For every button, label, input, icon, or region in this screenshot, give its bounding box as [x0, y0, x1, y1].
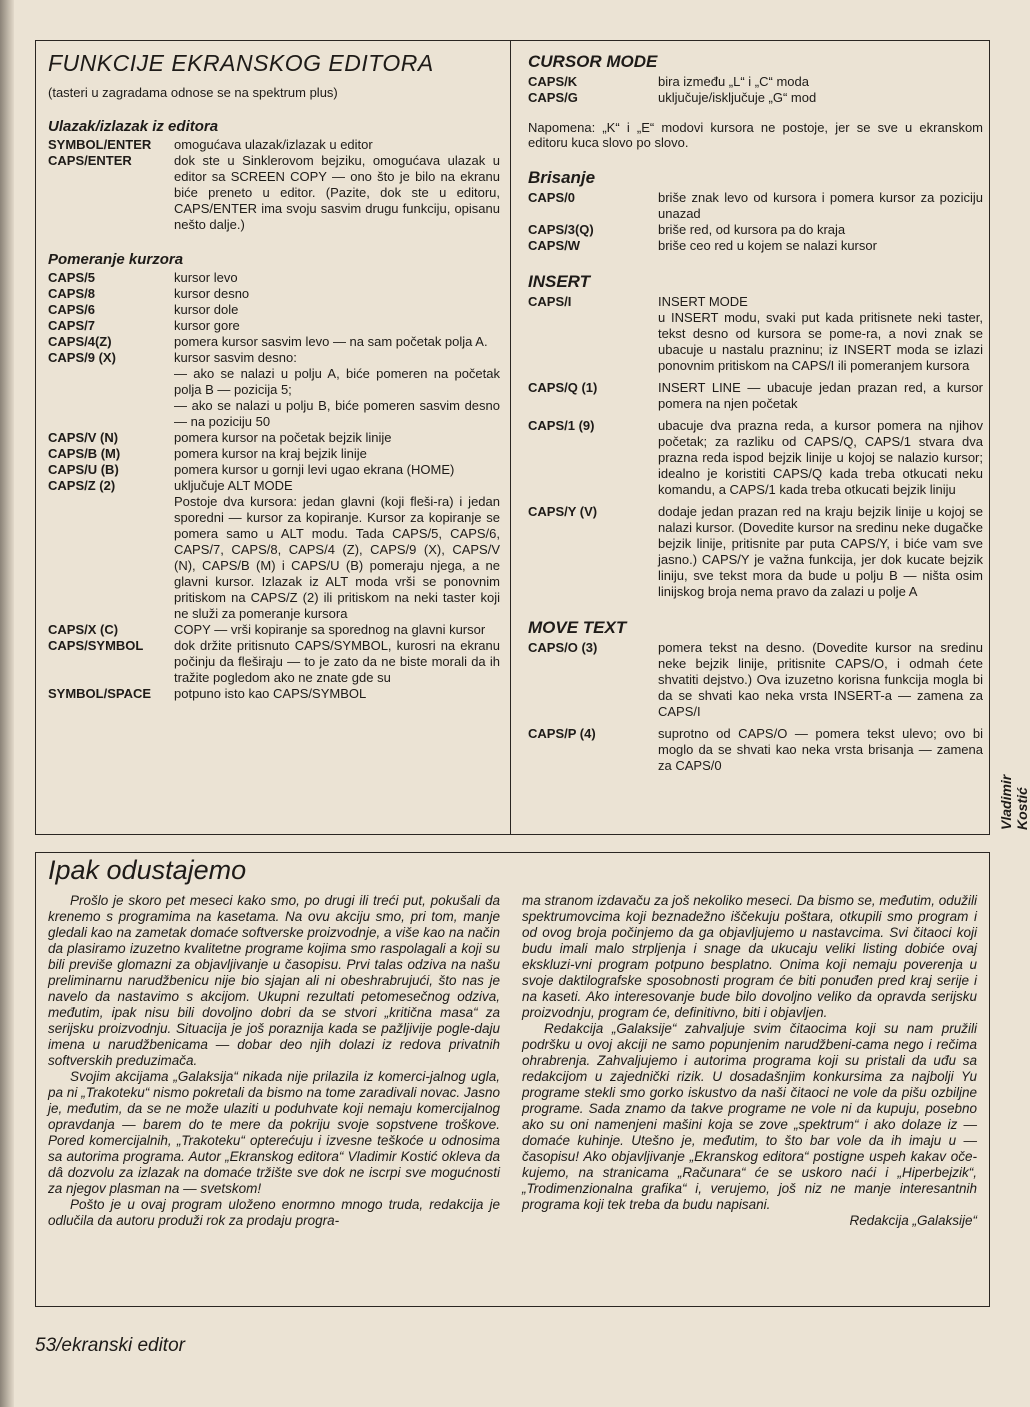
command-description [658, 640, 983, 720]
article-signature: Redakcija „Galaksije“ [849, 1213, 977, 1228]
article-paragraph: ma stranom izdavaču za još nekoliko meseci. Da bismo se, međutim, odužili spektrumovcima koji beznadežno iščekuju poštara, otkupili smo program i od ovog broja počinjemo da ga objavljujemo u nastavcima. Svi čitaoci koji budu imali malo strpljenja i snage da ukucaju veliki listing dobiće ovaj ekskluzi-vni program potpuno besplatno. Onima koji nemaju poverenja u svoje daktilografske sposobnosti program će biti ponuđen pred kraj serije i na kaseti. Ako interesovanje bude bilo dovoljno veliko da opravda serijsku proizvodnju, program će, definitivno, biti i objavljen. [522, 893, 977, 1020]
command-key: CAPS/W [528, 238, 580, 253]
command-description [658, 90, 983, 106]
command-description [174, 430, 500, 446]
command-row [48, 270, 500, 286]
command-description [174, 302, 500, 318]
description-line: kursor dole [174, 302, 239, 317]
description-line: pomera tekst na desno. (Dovedite kursor na sredinu neke bejzik linije, pritisnite CAPS/O, i odmah ćete shvatiti dejstvo.) Ova izuzetno korisna funkcija mogla bi da se shvati kao neka vrsta INSERT-a — zamena za CAPS/I [658, 640, 983, 719]
command-row [48, 430, 500, 446]
command-key: CAPS/P (4) [528, 726, 596, 741]
command-description [658, 190, 983, 222]
command-key: CAPS/U (B) [48, 462, 119, 477]
command-row [528, 504, 983, 600]
command-description [174, 478, 500, 622]
cursor-mode-heading: CURSOR MODE [528, 52, 658, 71]
right-column [528, 52, 983, 774]
description-line: pomera kursor na početak bejzik linije [174, 430, 392, 445]
command-description [174, 318, 500, 334]
command-description [658, 74, 983, 90]
command-description [658, 380, 983, 412]
napomena: Napomena: „K“ i „E“ modovi kursora ne postoje, jer se sve u ekranskom editoru kuca slovo po slovo. [528, 120, 983, 150]
command-row [528, 190, 983, 222]
article-paragraph: Redakcija „Galaksije“ zahvaljuje svim čitaocima koji su nam pružili podršku u ovoj akciji ne samo popunjenim narudžbeni-cama nego i rečima ohrabrenja. Zahvaljujemo i autorima programa koji su pristali da uđu sa redakcijom u zajednički rizik. U dosadašnjim konkursima za najbolji Yu programe stekli smo gorko iskustvo da naši čitaoci ne vole da pišu ozbiljne programe. Sada znamo da takve programe ne vole ni da kupuju, posebno ako su oni namenjeni mašini koja se zove „spektrum“ i ako dolaze iz — domaće kuhinje. Utešno je, međutim, to što bar vole da ih imaju u — časopisu! Ako objavljivanje „Ekranskog editora“ postigne uspeh kakav oče-kujemo, na stranicama „Računara“ će se uskoro naći i „Hiperbejzik“, „Trodimenzionalna grafika“ i, verujemo, još niz ne manje interesantnih programa koji tek treba da budu napisani. [522, 1021, 977, 1212]
article-right-column [522, 893, 977, 1229]
command-row [48, 286, 500, 302]
command-key: CAPS/0 [528, 190, 575, 205]
command-key: CAPS/Y (V) [528, 504, 598, 519]
page-spine [0, 0, 14, 1407]
command-description [174, 137, 500, 153]
command-row [48, 638, 500, 686]
command-description [174, 153, 500, 233]
description-line: uključuje/isključuje „G“ mod [658, 90, 817, 105]
description-line: bira između „L“ i „C“ moda [658, 74, 809, 89]
command-key: CAPS/ENTER [48, 153, 132, 168]
command-key: CAPS/B (M) [48, 446, 121, 461]
command-row [528, 294, 983, 374]
description-line: briše znak levo od kursora i pomera kursor za poziciju unazad [658, 190, 983, 221]
description-line: INSERT MODE [658, 294, 748, 309]
command-row [528, 222, 983, 238]
command-description [174, 638, 500, 686]
command-key: CAPS/8 [48, 286, 95, 301]
command-description [174, 622, 500, 638]
command-row [48, 137, 500, 153]
subtitle: (tasteri u zagradama odnose se na spektrum plus) [48, 85, 338, 100]
command-key: CAPS/K [528, 74, 578, 89]
command-row [48, 318, 500, 334]
section-heading: Ulazak/izlazak iz editora [48, 118, 219, 135]
command-row [48, 302, 500, 318]
command-description [174, 286, 500, 302]
description-line: briše ceo red u kojem se nalazi kursor [658, 238, 877, 253]
command-key: CAPS/Z (2) [48, 478, 116, 493]
command-key: CAPS/5 [48, 270, 95, 285]
command-description [658, 222, 983, 238]
command-key: SYMBOL/SPACE [48, 686, 152, 701]
brisanje-heading: Brisanje [528, 168, 596, 187]
command-key: CAPS/SYMBOL [48, 638, 144, 653]
command-description [174, 334, 500, 350]
command-row [48, 462, 500, 478]
command-description [658, 418, 983, 498]
command-description [174, 350, 500, 430]
description-line: — ako se nalazi u polju B, biće pomeren sasvim desno — na poziciju 50 [174, 398, 500, 429]
description-line: pomera kursor na kraj bejzik linije [174, 446, 367, 461]
command-key: CAPS/X (C) [48, 622, 119, 637]
description-line: kursor levo [174, 270, 238, 285]
command-key: CAPS/O (3) [528, 640, 598, 655]
article-paragraph: Svojim akcijama „Galaksija“ nikada nije prilazila iz komerci-jalnog ugla, pa ni „Trakoteku“ nismo pokretali da bismo na tome zaradivali novac. Jasno je, međutim, da se ne može ulaziti u poduhvate koji nemaju komercijalnog opravdanja — barem do te mere da pokriju svoje sopstvene troškove. Pored komercijalnih, „Trakoteku“ opterećuju i izvesne teškoće u odnosima sa autorima programa. Autor „Ekranskog editora“ Vladimir Kostić okleva da dâ dozvolu za izlazak na domaće tržište sve dok ne iscrpi sve mogućnosti za njegov plasman na — svetskom! [48, 1069, 500, 1196]
left-column [48, 50, 500, 702]
command-row [528, 90, 983, 106]
command-key: CAPS/7 [48, 318, 95, 333]
command-key: SYMBOL/ENTER [48, 137, 152, 152]
insert-commands [528, 294, 983, 600]
command-description [174, 462, 500, 478]
command-row [48, 153, 500, 233]
command-row [528, 380, 983, 412]
command-key: CAPS/V (N) [48, 430, 119, 445]
left-sections [48, 118, 500, 702]
description-line: kursor desno [174, 286, 250, 301]
description-line: u INSERT modu, svaki put kada pritisnete neki taster, tekst desno od kursora se pome-ra, a novi znak se ubacuje u nastalu prazninu; iz INSERT moda se izlazi ponovnim pritiskom na CAPS/I ili pomeranjem kursora [658, 310, 983, 373]
article-title: Ipak odustajemo [48, 855, 247, 885]
cursor-mode-commands [528, 74, 983, 106]
move-text-heading: MOVE TEXT [528, 618, 627, 637]
article-paragraph: Pošto je u ovaj program uloženo enormno mnogo truda, redakcija je odlučila da autoru produži rok za prodaju progra- [48, 1197, 500, 1228]
description-line: potpuno isto kao CAPS/SYMBOL [174, 686, 367, 701]
description-line: briše red, od kursora pa do kraja [658, 222, 846, 237]
description-line: pomera kursor sasvim levo — na sam početak polja A. [174, 334, 488, 349]
description-line: suprotno od CAPS/O — pomera tekst ulevo; ovo bi moglo da se shvati kao neka vrsta brisanja — zamena za CAPS/0 [658, 726, 983, 773]
column-divider [510, 40, 511, 835]
command-key: CAPS/4(Z) [48, 334, 112, 349]
command-key: CAPS/1 (9) [528, 418, 595, 433]
command-row [528, 640, 983, 720]
description-line: INSERT LINE — ubacuje jedan prazan red, a kursor pomera na njen početak [658, 380, 983, 411]
article-left-column [48, 893, 500, 1229]
command-key: CAPS/G [528, 90, 578, 105]
description-line: dok ste u Sinklerovom bejziku, omogućava ulazak u editor sa SCREEN COPY — ono što je bilo na ekranu biće preneto u editor. (Pazite, dok ste u editoru, CAPS/ENTER ima svoju sasvim drugu funkciju, opisanu nešto dalje.) [174, 153, 500, 232]
command-row [528, 726, 983, 774]
author-vertical: Vladimir Kostić [998, 774, 1030, 830]
article-paragraph: Prošlo je skoro pet meseci kako smo, po drugi ili treći put, pokušali da krenemo s programima na kasetama. Na ovu akciju smo, pri tom, manje gledali kao na zametak domaće softverske proizvodnje, a više kao na način da plasiramo izuzetno kvalitetne programe kojima smo raspolagali a koji su bili previše glomazni za objavljivanje u časopisu. Prvi talas odziva na našu preliminarnu narudžbenicu nije bio sjajan ali ni obeshrabrujući, što nas je navelo da nastavimo s akcijom. Ukupni rezultati petomesečnog odziva, međutim, ipak nisu bili dovoljno dobri da se stvori „kritična masa“ za serijsku proizvodnju. Situacija je još poraznija kada se pažljivije pogle-daju imena u narudžbenicama — dobar deo njih dolazi iz redova privatnih softverskih preduzimača. [48, 893, 500, 1068]
command-key: CAPS/I [528, 294, 572, 309]
description-line: dodaje jedan prazan red na kraju bejzik linije u kojoj se nalazi kursor. (Dovedite kursor na sredinu neke dugačke bejzik linije, pritisnite par puta CAPS/Y, i biće vam sve jasno.) CAPS/Y je važna funkcija, jer dok kucate bejzik liniju, sve tekst mora da bude u polju B — ništa osim linijskog broja nema pravo da zalazi u polje A [658, 504, 983, 599]
command-row [48, 350, 500, 430]
description-line: kursor sasvim desno: [174, 350, 297, 365]
command-row [48, 478, 500, 622]
description-line: COPY — vrši kopiranje sa sporednog na glavni kursor [174, 622, 486, 637]
insert-heading: INSERT [528, 272, 591, 291]
command-description [174, 446, 500, 462]
command-key: CAPS/3(Q) [528, 222, 594, 237]
command-row [48, 686, 500, 702]
page-title: FUNKCIJE EKRANSKOG EDITORA [48, 50, 434, 76]
command-row [48, 334, 500, 350]
command-description [658, 294, 983, 374]
section-heading: Pomeranje kurzora [48, 251, 184, 268]
description-line: Postoje dva kursora: jedan glavni (koji fleši-ra) i jedan sporedni — kursor za kopiranje. Kursor za kopiranje se pomera samo u ALT modu. Tada CAPS/5, CAPS/6, CAPS/7, CAPS/8, CAPS/4 (Z), CAPS/9 (X), CAPS/V (N), CAPS/B (M) i CAPS/U (B) pomeraju njega, a ne glavni kursor. Izlazak iz ALT moda vrši se ponovnim pritiskom na CAPS/Z (2) ili pritiskom na neki taster koji ne služi za pomeranje kursora [174, 494, 500, 621]
brisanje-commands [528, 190, 983, 254]
command-description [174, 686, 500, 702]
description-line: ubacuje dva prazna reda, a kursor pomera na njihov početak; za razliku od CAPS/Q, CAPS/1 stvara dva prazna reda ispod bejzik linije u kojoj se nalazio kursor; idealno je koristiti CAPS/Q kada treba otkucati neku komandu, a CAPS/1 kada treba otkucati bejzik liniju [658, 418, 983, 497]
command-row [528, 418, 983, 498]
command-row [48, 622, 500, 638]
description-line: uključuje ALT MODE [174, 478, 293, 493]
command-row [528, 74, 983, 90]
description-line: dok držite pritisnuto CAPS/SYMBOL, kurosri na ekranu počinju da fleširaju — to je zato da ne biste morali da ih tražite pogledom ako ne znate gde su [174, 638, 500, 685]
command-description [174, 270, 500, 286]
description-line: omogućava ulazak/izlazak u editor [174, 137, 373, 152]
page-footer: 53/ekranski editor [35, 1335, 185, 1356]
command-key: CAPS/6 [48, 302, 95, 317]
command-row [528, 238, 983, 254]
command-description [658, 726, 983, 774]
command-description [658, 238, 983, 254]
description-line: pomera kursor u gornji levi ugao ekrana (HOME) [174, 462, 455, 477]
command-key: CAPS/9 (X) [48, 350, 116, 365]
move-text-commands [528, 640, 983, 774]
description-line: kursor gore [174, 318, 240, 333]
command-description [658, 504, 983, 600]
description-line: — ako se nalazi u polju A, biće pomeren na početak polja B — pozicija 5; [174, 366, 500, 397]
command-row [48, 446, 500, 462]
command-key: CAPS/Q (1) [528, 380, 598, 395]
